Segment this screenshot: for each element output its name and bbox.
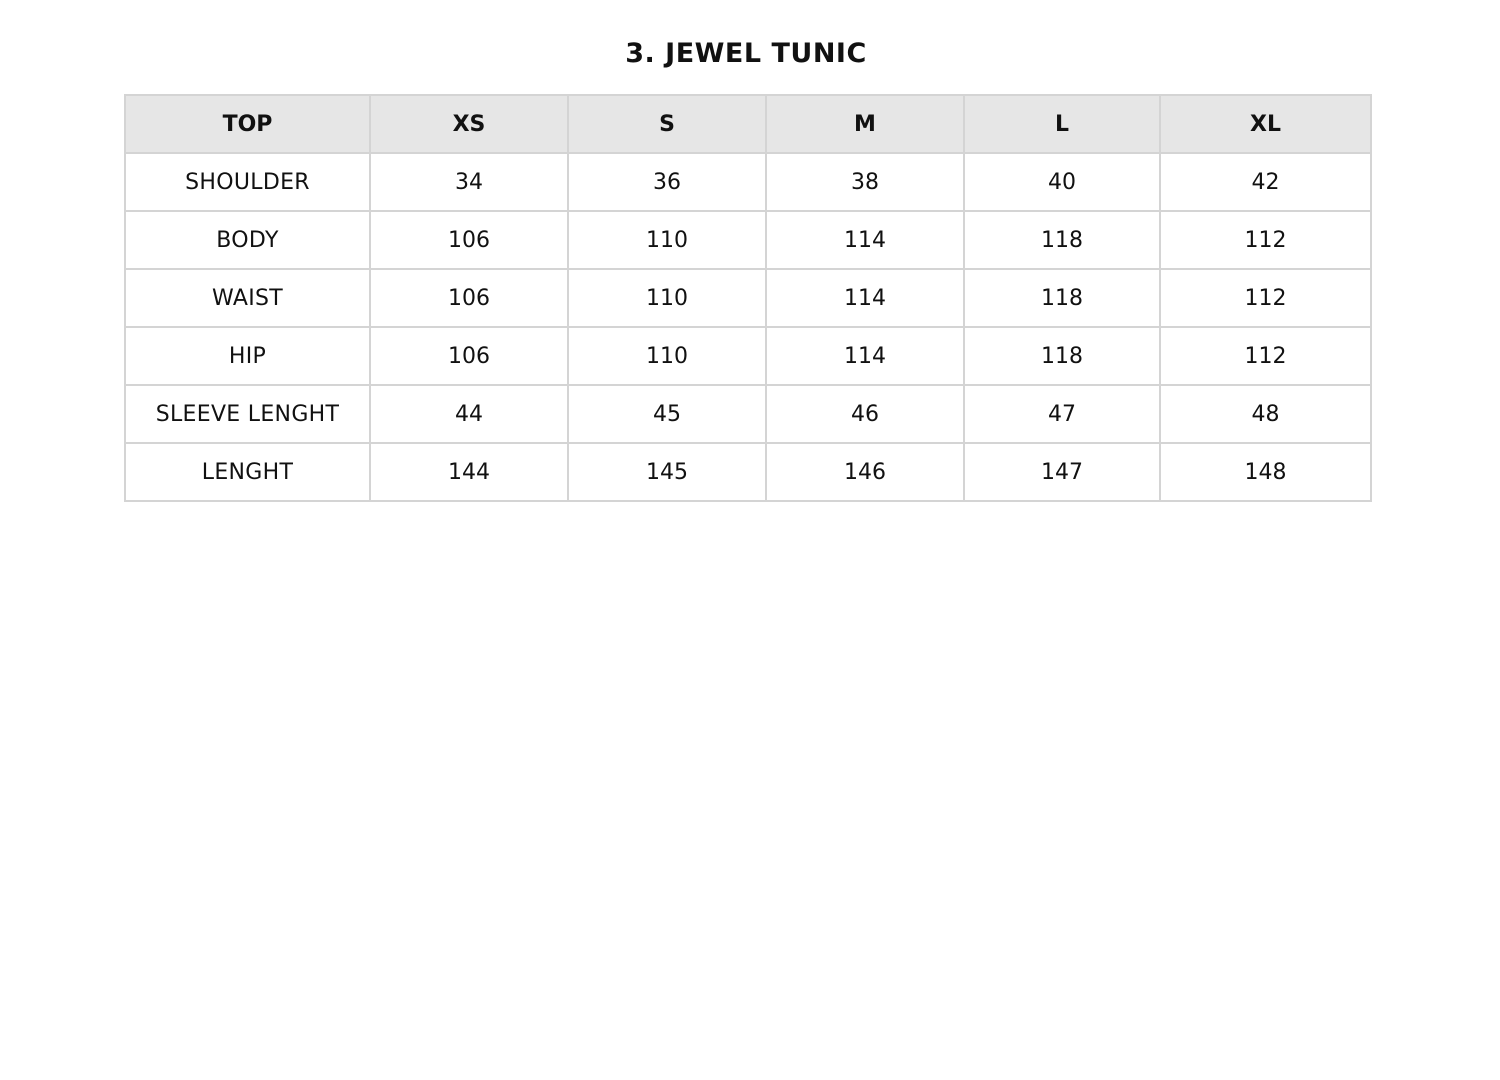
table-cell: 40 [964,153,1160,211]
row-label: BODY [125,211,370,269]
row-label: SHOULDER [125,153,370,211]
row-label: WAIST [125,269,370,327]
table-row-sleeve-length [125,385,1371,443]
table-cell: 144 [370,443,568,501]
table-row-body [125,211,1371,269]
table-cell: 146 [766,443,964,501]
size-chart-table [124,94,1372,502]
table-cell: 34 [370,153,568,211]
column-header-m: M [766,95,964,153]
table-cell: 114 [766,211,964,269]
table-cell: 112 [1160,327,1371,385]
table-cell: 112 [1160,211,1371,269]
table-cell: 114 [766,269,964,327]
table-cell: 118 [964,269,1160,327]
column-header-xs: XS [370,95,568,153]
table-cell: 46 [766,385,964,443]
column-header-l: L [964,95,1160,153]
table-cell: 118 [964,327,1160,385]
table-cell: 110 [568,211,766,269]
table-header-row [125,95,1371,153]
column-header-xl: XL [1160,95,1371,153]
table-cell: 36 [568,153,766,211]
table-cell: 145 [568,443,766,501]
row-label: SLEEVE LENGHT [125,385,370,443]
table-cell: 118 [964,211,1160,269]
table-row-waist [125,269,1371,327]
table-cell: 45 [568,385,766,443]
table-cell: 110 [568,269,766,327]
table-cell: 48 [1160,385,1371,443]
table-row-hip [125,327,1371,385]
table-cell: 106 [370,269,568,327]
table-cell: 38 [766,153,964,211]
table-cell: 112 [1160,269,1371,327]
table-cell: 106 [370,211,568,269]
table-cell: 147 [964,443,1160,501]
table-cell: 148 [1160,443,1371,501]
table-cell: 44 [370,385,568,443]
table-row-shoulder [125,153,1371,211]
table-row-length [125,443,1371,501]
table-cell: 47 [964,385,1160,443]
table-cell: 110 [568,327,766,385]
row-label: LENGHT [125,443,370,501]
column-header-s: S [568,95,766,153]
table-cell: 106 [370,327,568,385]
table-cell: 42 [1160,153,1371,211]
page-title: 3. JEWEL TUNIC [625,38,867,69]
row-label: HIP [125,327,370,385]
column-header-top: TOP [125,95,370,153]
table-cell: 114 [766,327,964,385]
